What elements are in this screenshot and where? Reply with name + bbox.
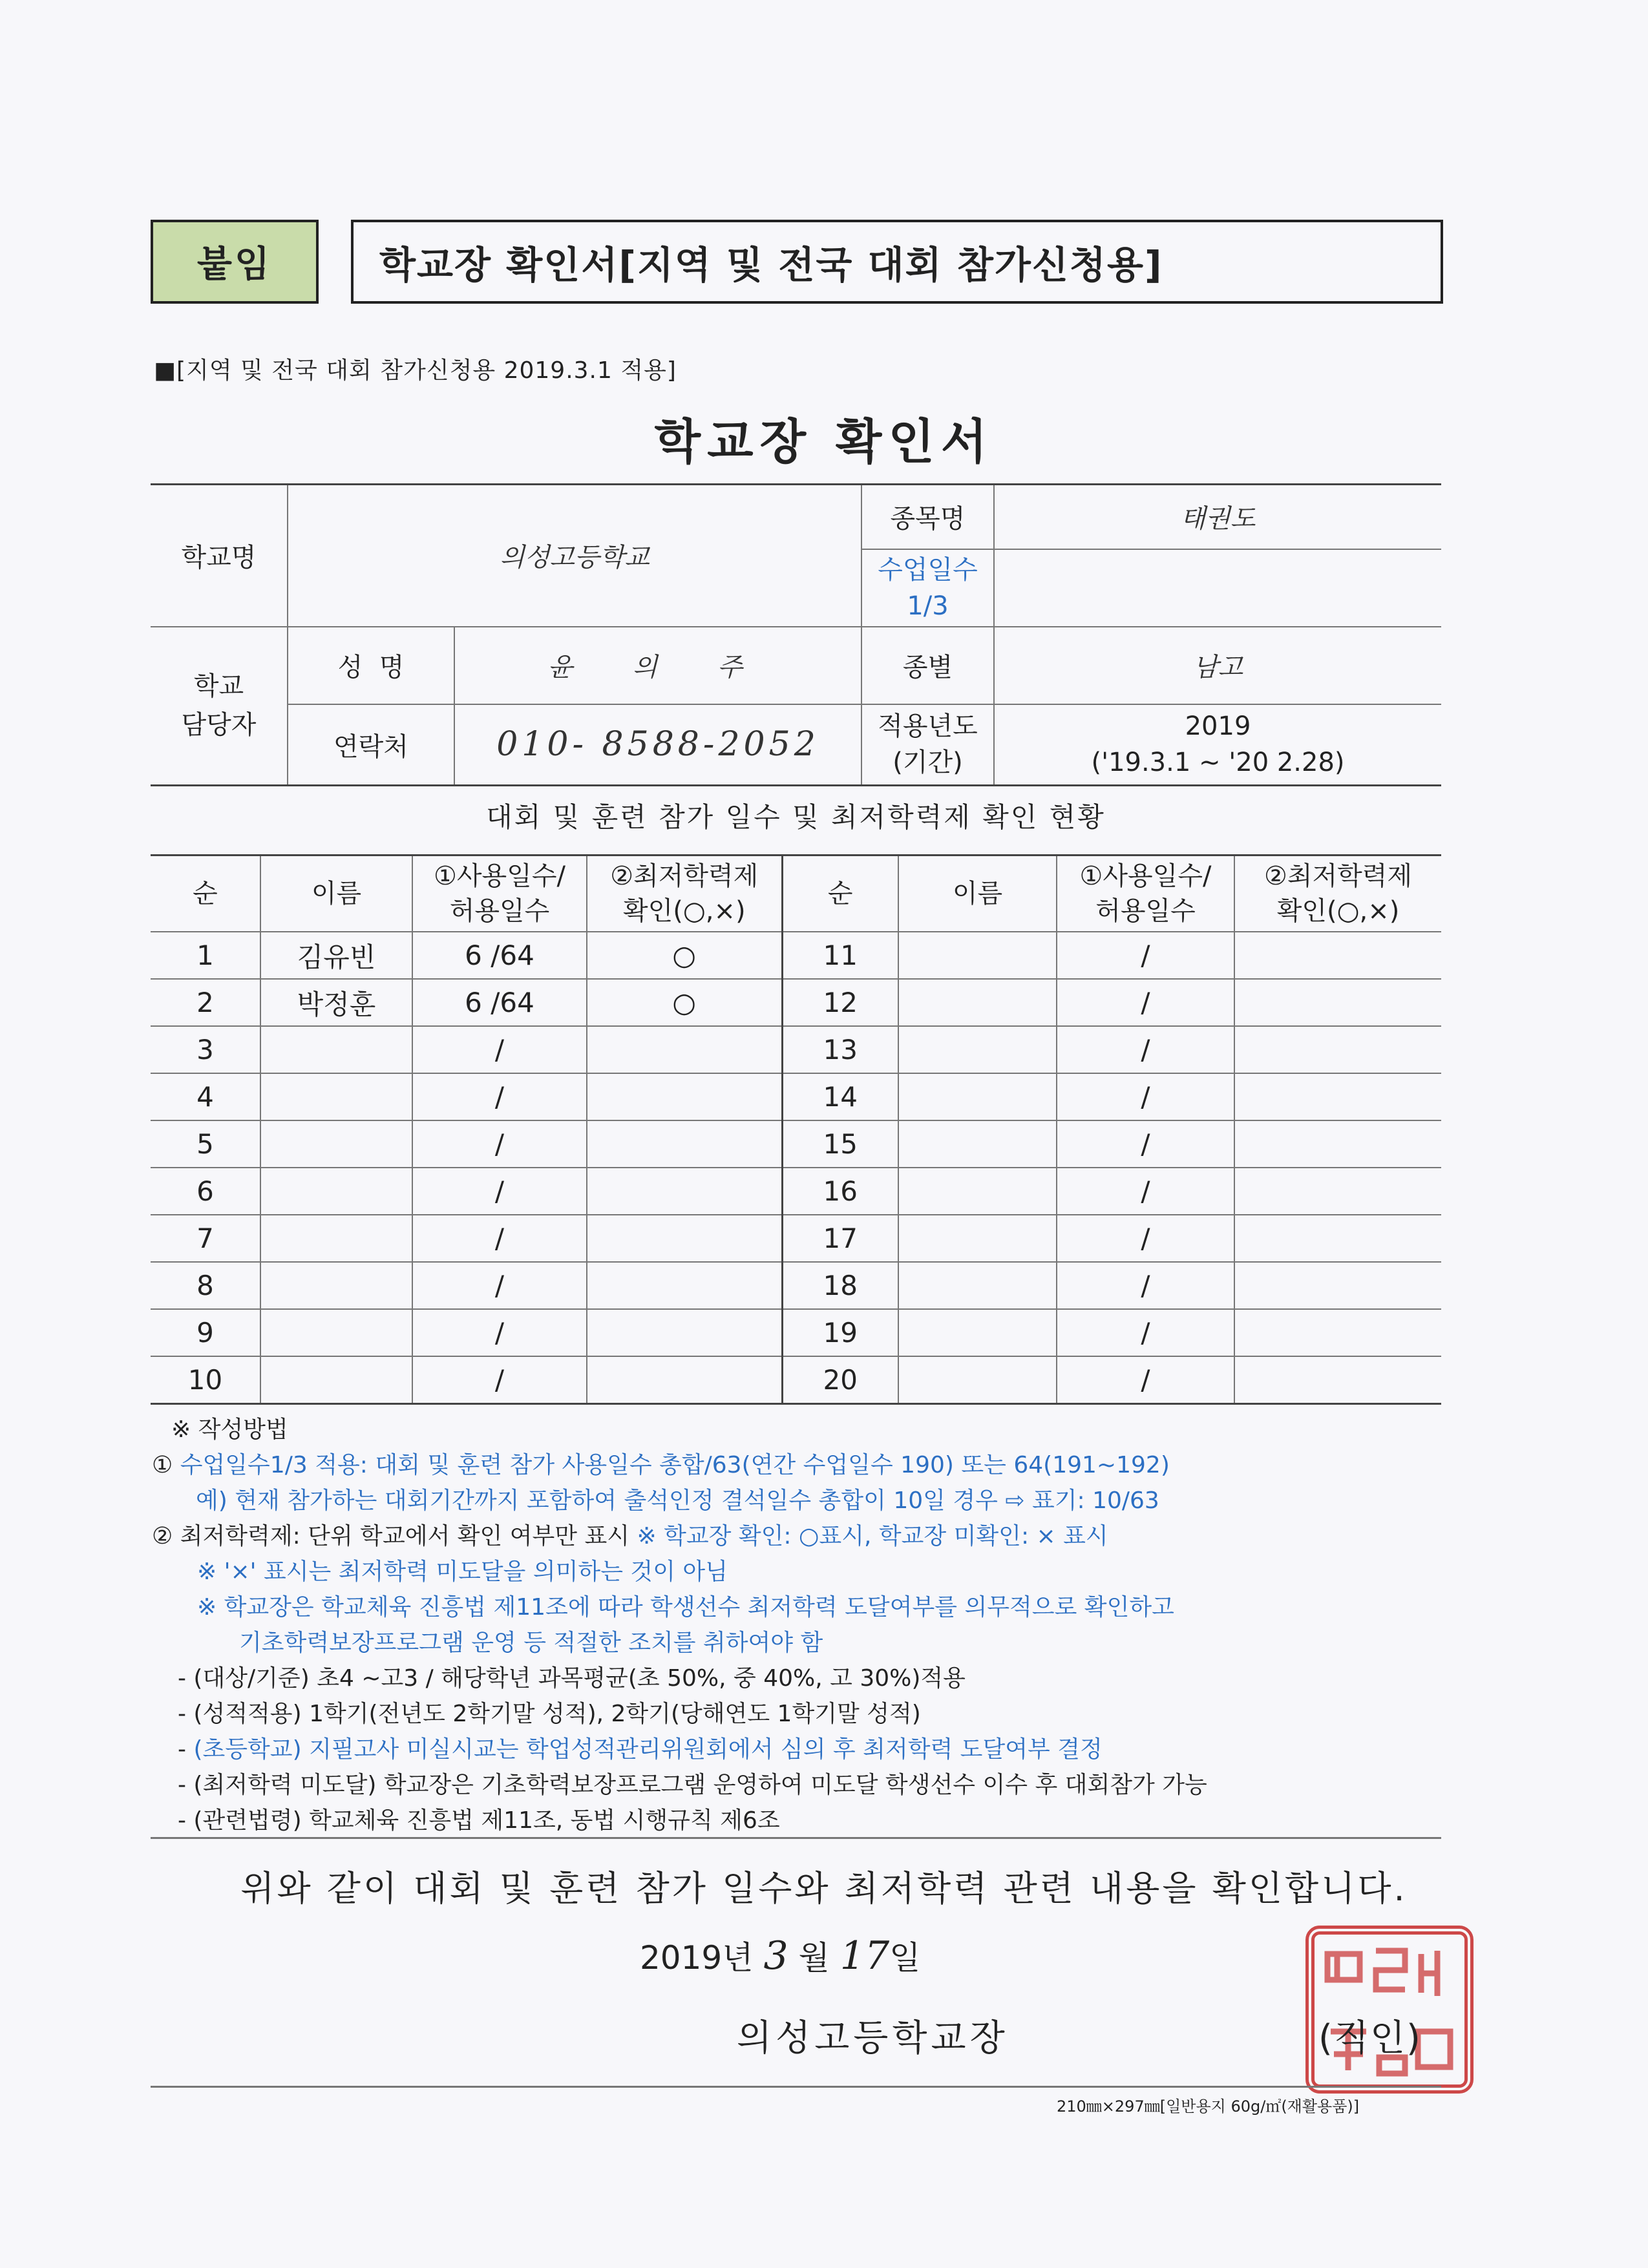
- row-no: 1: [151, 932, 260, 979]
- row-no: 9: [151, 1309, 260, 1356]
- row-no: 7: [151, 1215, 260, 1262]
- year-value: [994, 704, 1441, 786]
- row-check: [1234, 1073, 1441, 1120]
- row-name: [898, 1215, 1057, 1262]
- manager-label: [151, 627, 288, 786]
- confirmation-statement: 위와 같이 대회 및 훈련 참가 일수와 최저학력 관련 내용을 확인합니다.: [240, 1868, 1408, 1909]
- note-1-line-2: 예) 현재 참가하는 대회기간까지 포함하여 출석인정 결석일수 총합이 10일 경우 ⇨ 표기: 10/63: [196, 1487, 1159, 1514]
- manager-label-line2: 담당자: [181, 710, 257, 740]
- col-header-days: [412, 856, 587, 932]
- col-header-name: 이름: [260, 856, 412, 932]
- date-month-handwritten: 3: [763, 1933, 788, 1979]
- row-check: [587, 1309, 782, 1356]
- row-no: 20: [782, 1356, 898, 1404]
- applied-note: ■[지역 및 전국 대회 참가신청용 2019.3.1 적용]: [154, 357, 677, 384]
- year-value-line1: 2019: [1185, 711, 1251, 742]
- note-2-line-1: [152, 1518, 1464, 1554]
- manager-label-line1: 학교: [193, 671, 244, 702]
- row-check: [587, 1262, 782, 1309]
- sport-label: 종목명: [861, 485, 994, 549]
- row-days: /: [412, 1262, 587, 1309]
- row-no: 18: [782, 1262, 898, 1309]
- note-1-number: ①: [152, 1452, 173, 1478]
- row-check: [1234, 1026, 1441, 1073]
- bullet-below-minimum: - (최저학력 미도달) 학교장은 기초학력보장프로그램 운영하여 미도달 학생선수 이수 후 대회참가 가능: [178, 1772, 1207, 1798]
- row-name: 박정훈: [260, 979, 412, 1026]
- row-check: ○: [587, 979, 782, 1026]
- row-check: [1234, 1215, 1441, 1262]
- paper-spec-note: 210㎜×297㎜[일반용지 60g/㎡(재활용품)]: [1057, 2097, 1360, 2116]
- divider: [151, 1837, 1441, 1839]
- row-name: [260, 1262, 412, 1309]
- divider: [151, 2086, 1441, 2088]
- table-row: [151, 1309, 1441, 1356]
- col-header-no: 순: [151, 856, 260, 932]
- row-name: [898, 1026, 1057, 1073]
- row-no: 3: [151, 1026, 260, 1073]
- class-days-label-line2: 1/3: [907, 591, 949, 621]
- row-days: /: [412, 1309, 587, 1356]
- row-check: [587, 1073, 782, 1120]
- row-check: [587, 1168, 782, 1215]
- bullet-dash: -: [178, 1736, 194, 1763]
- row-no: 5: [151, 1120, 260, 1168]
- table-row: [151, 1026, 1441, 1073]
- row-check: [587, 1026, 782, 1073]
- row-check: [1234, 979, 1441, 1026]
- row-name: [260, 1026, 412, 1073]
- table-row: [151, 1356, 1441, 1404]
- note-1-line-1: [152, 1447, 1464, 1483]
- row-name: [898, 1262, 1057, 1309]
- table-row: [151, 1073, 1441, 1120]
- instructions: [152, 1412, 1464, 1838]
- date-line: [640, 1932, 920, 1979]
- row-days: /: [1057, 1120, 1234, 1168]
- row-no: 12: [782, 979, 898, 1026]
- row-days: /: [1057, 932, 1234, 979]
- category-value: 남고: [994, 627, 1441, 704]
- principal-name: 의성고등학교장: [737, 2017, 1009, 2059]
- row-check: ○: [587, 932, 782, 979]
- row-no: 15: [782, 1120, 898, 1168]
- row-name: [898, 1309, 1057, 1356]
- contact-label: 연락처: [288, 704, 454, 786]
- note-2-line-4: 기초학력보장프로그램 운영 등 적절한 조치를 취하여야 함: [239, 1630, 823, 1656]
- row-name: [898, 1120, 1057, 1168]
- row-days: /: [412, 1073, 587, 1120]
- table-header-row: [151, 856, 1441, 932]
- name-label: 성 명: [288, 627, 454, 704]
- contact-value: 010- 8588-2052: [454, 704, 861, 786]
- row-days: /: [1057, 1309, 1234, 1356]
- row-name: [898, 1073, 1057, 1120]
- class-days-value: [994, 549, 1441, 627]
- year-label-line1: 적용년도: [878, 711, 978, 742]
- row-check: [1234, 1356, 1441, 1404]
- row-no: 19: [782, 1309, 898, 1356]
- col-header-min-line1: ②최저학력제: [610, 861, 759, 891]
- row-name: [898, 1168, 1057, 1215]
- bullet-elementary-text: (초등학교) 지필고사 미실시교는 학업성적관리위원회에서 심의 후 최저학력 도달여부 결정: [193, 1736, 1103, 1763]
- row-check: [587, 1120, 782, 1168]
- note-1-text: 수업일수1/3 적용: 대회 및 훈련 참가 사용일수 총합/63(연간 수업일수 190) 또는 64(191~192): [180, 1452, 1170, 1478]
- row-name: [898, 979, 1057, 1026]
- row-days: /: [412, 1215, 587, 1262]
- row-no: 4: [151, 1073, 260, 1120]
- table-row: [151, 932, 1441, 979]
- name-value: 윤 의 주: [454, 627, 861, 704]
- table-row: [151, 1262, 1441, 1309]
- row-no: 10: [151, 1356, 260, 1404]
- row-days: /: [1057, 1215, 1234, 1262]
- attachment-tag: 붙임: [151, 220, 319, 304]
- instructions-heading: ※ 작성방법: [171, 1416, 288, 1443]
- row-check: [587, 1215, 782, 1262]
- table-row: [151, 1168, 1441, 1215]
- row-days: /: [1057, 1026, 1234, 1073]
- row-name: [260, 1073, 412, 1120]
- table-row: [151, 979, 1441, 1026]
- category-label: 종별: [861, 627, 994, 704]
- row-name: 김유빈: [260, 932, 412, 979]
- row-days: /: [1057, 1073, 1234, 1120]
- row-name: [260, 1168, 412, 1215]
- row-no: 6: [151, 1168, 260, 1215]
- row-no: 8: [151, 1262, 260, 1309]
- row-days: /: [1057, 1356, 1234, 1404]
- row-days: /: [412, 1026, 587, 1073]
- col-header-min-line2: 확인(○,×): [1276, 896, 1400, 926]
- participants-table: [151, 854, 1441, 1405]
- note-2-line-2: ※ '×' 표시는 최저학력 미도달을 의미하는 것이 아님: [197, 1559, 728, 1585]
- note-2-text-blue: ※ 학교장 확인: ○표시, 학교장 미확인: × 표시: [637, 1523, 1108, 1549]
- row-days: /: [1057, 1262, 1234, 1309]
- row-days: /: [1057, 979, 1234, 1026]
- bullet-related-law: - (관련법령) 학교체육 진흥법 제11조, 동법 시행규칙 제6조: [178, 1807, 780, 1834]
- year-label-line2: (기간): [893, 748, 963, 778]
- sport-value: 태권도: [994, 485, 1441, 549]
- school-value: 의성고등학교: [288, 485, 861, 627]
- row-name: [898, 1356, 1057, 1404]
- col-header-days: [1057, 856, 1234, 932]
- row-days: 6 /64: [412, 932, 587, 979]
- row-no: 2: [151, 979, 260, 1026]
- row-check: [1234, 1309, 1441, 1356]
- bullet-target: - (대상/기준) 초4 ~고3 / 해당학년 과목평균(초 50%, 중 40%, 고 30%)적용: [178, 1665, 966, 1692]
- date-month-label: 월: [798, 1939, 830, 1977]
- form-title: 학교장 확인서: [654, 414, 994, 470]
- note-2-line-3: ※ 학교장은 학교체육 진흥법 제11조에 따라 학생선수 최저학력 도달여부를 의무적으로 확인하고: [197, 1594, 1174, 1621]
- col-header-days-line1: ①사용일수/: [1079, 861, 1212, 891]
- info-table: [151, 483, 1441, 786]
- col-header-min-line1: ②최저학력제: [1263, 861, 1413, 891]
- row-check: [1234, 1168, 1441, 1215]
- row-days: 6 /64: [412, 979, 587, 1026]
- year-value-line2: ('19.3.1 ~ '20 2.28): [1091, 748, 1345, 778]
- row-no: 17: [782, 1215, 898, 1262]
- row-days: /: [1057, 1168, 1234, 1215]
- table-row: [151, 1120, 1441, 1168]
- row-name: [260, 1215, 412, 1262]
- row-check: [587, 1356, 782, 1404]
- table-row: [151, 1215, 1441, 1262]
- row-days: /: [412, 1168, 587, 1215]
- bullet-grade-period: - (성적적용) 1학기(전년도 2학기말 성적), 2학기(당해연도 1학기말 성적): [178, 1701, 921, 1727]
- row-no: 14: [782, 1073, 898, 1120]
- date-year: 2019년: [640, 1939, 754, 1977]
- class-days-label-line1: 수업일수: [878, 554, 978, 585]
- row-no: 11: [782, 932, 898, 979]
- row-days: /: [412, 1120, 587, 1168]
- col-header-days-line2: 허용일수: [1095, 896, 1196, 926]
- col-header-min: [1234, 856, 1441, 932]
- row-name: [260, 1309, 412, 1356]
- year-label: [861, 704, 994, 786]
- col-header-no: 순: [782, 856, 898, 932]
- col-header-days-line2: 허용일수: [449, 896, 550, 926]
- row-check: [1234, 1262, 1441, 1309]
- row-check: [1234, 932, 1441, 979]
- row-name: [260, 1120, 412, 1168]
- school-label: 학교명: [151, 485, 288, 627]
- note-2-number: ②: [152, 1523, 173, 1549]
- row-check: [1234, 1120, 1441, 1168]
- seal-label: (직인): [1318, 2017, 1422, 2059]
- row-name: [260, 1356, 412, 1404]
- date-day-label: 일: [889, 1939, 921, 1977]
- row-no: 16: [782, 1168, 898, 1215]
- col-header-days-line1: ①사용일수/: [434, 861, 565, 891]
- row-name: [898, 932, 1057, 979]
- class-days-label: [861, 549, 994, 627]
- date-day-handwritten: 17: [840, 1933, 890, 1979]
- col-header-name: 이름: [898, 856, 1057, 932]
- col-header-min-line2: 확인(○,×): [622, 896, 746, 926]
- note-2-text: 최저학력제: 단위 학교에서 확인 여부만 표시: [180, 1523, 637, 1549]
- header-title: 학교장 확인서[지역 및 전국 대회 참가신청용]: [351, 220, 1443, 304]
- section-title: 대회 및 훈련 참가 일수 및 최저학력제 확인 현황: [486, 801, 1106, 833]
- col-header-min: [587, 856, 782, 932]
- row-no: 13: [782, 1026, 898, 1073]
- bullet-elementary: [152, 1732, 1464, 1767]
- row-days: /: [412, 1356, 587, 1404]
